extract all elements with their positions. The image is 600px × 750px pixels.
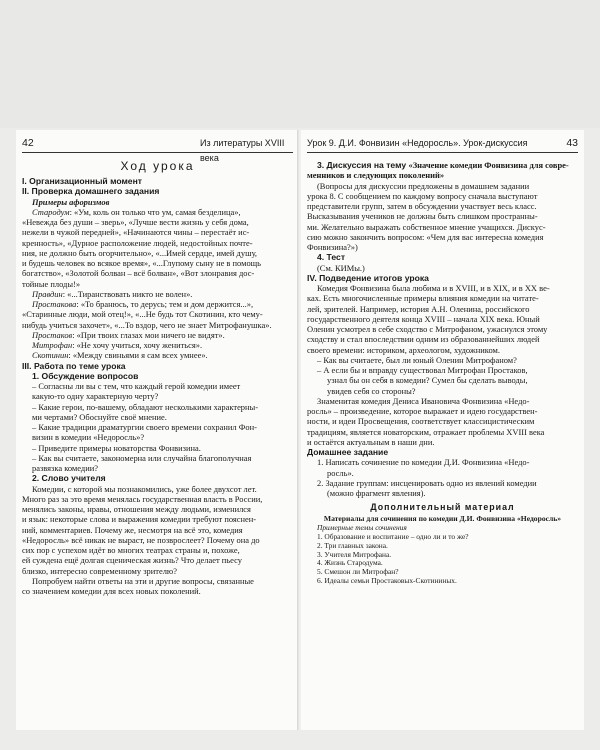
question-line: ми чертами? Обоснуйте своё мнение. [32, 411, 167, 422]
teacher-text-line: менялись законы, нравы, отношения между людьми, изменился [22, 504, 251, 514]
right-page-number: 43 [566, 137, 578, 149]
speaker-pravdin: Правдин [32, 288, 63, 299]
summary-question-line: увидев себя со стороны? [327, 385, 416, 396]
topic-item: 6. Идеалы семьи Простаковых-Скотининых. [317, 576, 457, 586]
summary-text-line: своего времени: историком, археологом, художником. [307, 344, 500, 355]
topic-item: 4. Жизнь Стародума. [317, 558, 383, 568]
quote-starodum-3: нежели в чужой передней», «Начинаются чины – перестаёт ис- [22, 227, 250, 238]
homework-item: 2. Задание группам: инсценировать одно из явлений комедии [317, 477, 537, 488]
quote-starodum-5: ния, не должно быть огорчительно», «...Имей сердце, имей душу, [22, 247, 258, 258]
teacher-text-line: сих пор с успехом идёт во многих театрах страны и, похоже, [22, 545, 240, 555]
left-page-number: 42 [22, 137, 34, 149]
right-page [301, 130, 584, 730]
extra-material-heading: Дополнительный материал [370, 502, 515, 513]
question-line: визин в комедии «Недоросль»? [32, 432, 145, 443]
discussion-text-line: Высказывания учеников не должны быть слишком пространны- [307, 211, 538, 222]
subsection-discussion-topic-cont: менников и следующих поколений» [307, 170, 445, 181]
homework-item: росль». [327, 467, 354, 478]
topics-heading: Примерные темы сочинения [317, 522, 407, 532]
summary-question-line: – Как вы считаете, был ли юный Оленин Митрофаном? [317, 354, 517, 365]
section-organizational: I. Организационный момент [22, 176, 142, 186]
quote-starodum-2: «Невежда без души – зверь», «Лучше вести жизнь у себя дома, [22, 217, 249, 227]
teacher-text-line: близко, интересно современному зрителю? [22, 565, 177, 576]
examples-heading: Примеры афоризмов [32, 196, 110, 207]
discussion-text-line: (Вопросы для дискуссии предложены в домашнем задании [317, 180, 530, 191]
teacher-text-line: Попробуем найти ответы на эти и другие вопросы, связанные [32, 575, 254, 586]
extra-material-subheading: Материалы для сочинения по комедии Д.И. Фонвизина «Недоросль» [323, 514, 562, 524]
speaker-skotinin: Скотинин [32, 350, 69, 361]
quote-prostakova-1: Простакова: «То бранюсь, то дерусь; тем и дом держится...», [32, 299, 254, 309]
quote-prostakova-2: «Старинные люди, мой отец!», «...Не будь тот Скотинин, кто чему- [22, 309, 263, 320]
homework-item: (можно фрагмент явления). [327, 488, 426, 498]
right-page-body [307, 160, 578, 586]
summary-text-line: Оленин усмотрел в себе сходство с Митрофаном, ужаснулся этому [307, 324, 548, 334]
summary-text-line: государственного деятеля конца XVIII – начала XIX века. Юный [307, 313, 540, 324]
discussion-text-line: Фонвизина?») [307, 242, 358, 252]
quote-skotinin: Скотинин: «Между свиньями я сам всех умнее». [32, 350, 208, 361]
question-line: – Приведите примеры новаторства Фонвизина. [32, 442, 201, 453]
teacher-text-line: ей суждена ещё долгая сценическая жизнь? Что делает пьесу [22, 555, 242, 566]
question-line: развязка комедии? [32, 463, 98, 473]
teacher-text-line: «Недоросль» всё никак не выраст, не позврослеет? Почему она до [22, 534, 260, 545]
quote-mitrofan: Митрофан: «Не хочу учиться, хочу жениться». [32, 340, 203, 350]
speaker-mitrofan: Митрофан [32, 340, 73, 350]
quote-starodum-6: и будешь человек во всякое время», «...Глупому сыну не в помощь [22, 258, 262, 268]
summary-text-line: Комедия Фонвизина была любима и в XVIII, и в XIX, и в XX ве- [317, 283, 550, 293]
right-running-header [307, 136, 578, 153]
conclusion-text-line: традициям, является новаторским, отражает проблемы XVIII века [307, 426, 545, 437]
lesson-title: Ход урока [120, 159, 195, 173]
subsection-discussion-questions: 1. Обсуждение вопросов [32, 370, 139, 381]
subsection-teacher-word: 2. Слово учителя [32, 473, 106, 484]
quote-starodum-8: тойные плоды!» [22, 278, 81, 289]
question-line: – Согласны ли вы с тем, что каждый герой комедии имеет [32, 381, 241, 391]
topic-item: 2. Три главных закона. [317, 540, 388, 550]
quote-prostakova-3: нибудь учиться захочет», «...То вздор, чего не знает Митрофанушка». [22, 319, 272, 330]
conclusion-text-line: Знаменитая комедия Дениса Ивановича Фонвизина «Недо- [317, 395, 530, 406]
summary-question-line: – А если бы и вправду существовал Митрофан Простаков, [317, 365, 528, 375]
conclusion-text-line: и остаётся актуальным в наши дни. [307, 436, 435, 447]
question-line: – Как вы считаете, закономерна или случайна благополучная [32, 452, 252, 463]
summary-text-line: лей, зрителей. Например, история А.Н. Оленина, российского [307, 303, 530, 314]
quote-starodum-7: богатство», «Золотой болван – всё болван», «Вот злонравия дос- [22, 268, 255, 279]
left-page [16, 130, 299, 730]
left-running-header [22, 136, 293, 163]
teacher-text-line: Много раз за это время менялась государственная власть в России, [22, 493, 263, 504]
speaker-prostakov: Простаков [32, 329, 73, 340]
summary-text-line: сходству и стал впоследствии одним из образованнейших людей [307, 334, 540, 345]
homework-heading: Домашнее задание [307, 447, 389, 457]
speaker-starodum: Стародум [32, 206, 70, 217]
discussion-text-line: урока 8. С сообщением по каждому вопросу сначала выступают [307, 190, 538, 201]
quote-starodum-1: Стародум: «Ум, коль он только что ум, самая безделица», [32, 206, 241, 217]
section-homework-check: II. Проверка домашнего задания [22, 186, 160, 197]
topic-item: 3. Учителя Митрофана. [317, 549, 392, 559]
right-running-title: Урок 9. Д.И. Фонвизин «Недоросль». Урок-дискуссия [307, 138, 528, 148]
teacher-text-line: со значением комедии для всех новых поколений. [22, 586, 201, 596]
left-running-title: Из литературы XVIII века [200, 138, 285, 163]
conclusion-text-line: росль» – произведение, которое выражает и идею государствен- [307, 406, 538, 416]
teacher-text-line: Комедии, с которой мы познакомились, уже более двухсот лет. [32, 483, 257, 494]
subsection-test: 4. Тест [317, 252, 346, 263]
test-note: (См. КИМы.) [317, 262, 365, 273]
question-line: – Какие традиции драматургии своего времени сохранил Фон- [32, 422, 257, 432]
topic-item: 5. Смешон ли Митрофан? [317, 567, 399, 577]
quote-pravdin: Правдин: «...Тиранствовать никто не волен». [32, 288, 193, 299]
discussion-text-line: представители групп, затем в обсуждении участвует весь класс. [307, 201, 537, 211]
question-line: какую-то одну характерную черту? [32, 391, 159, 402]
conclusion-text-line: ности, и идеи Просвещения, соответствует классицистическим [307, 416, 535, 427]
teacher-text-line: ний, комментариев. Почему же, несмотря на всё это, комедия [22, 524, 243, 535]
summary-text-line: ках. Есть многочисленные примеры влияния комедии на читате- [307, 293, 539, 304]
discussion-text-line: ми. Желательно выражать собственное мнение учащихся. Дискус- [307, 221, 546, 232]
summary-question-line: узнал бы он себя в комедии? Сумел бы сделать выводы, [327, 375, 528, 386]
left-page-body [22, 160, 293, 596]
speaker-prostakova: Простакова [32, 299, 77, 309]
teacher-text-line: и язык: некоторые слова и выражения комедии требуют пояснен- [22, 514, 257, 525]
subsection-discussion-topic: 3. Дискуссия на тему «Значение комедии Фонвизина для совре- [317, 160, 569, 170]
question-line: – Какие герои, по-вашему, обладают несколькими характерны- [32, 401, 259, 412]
topic-item: 1. Образование и воспитание – одно ли и то же? [317, 531, 469, 541]
quote-prostakov: Простаков: «При твоих глазах мои ничего не видят». [32, 329, 225, 340]
quote-starodum-4: кренность», «Дурное расположение людей, недостойных почте- [22, 237, 253, 248]
section-lesson-summary: IV. Подведение итогов урока [307, 272, 429, 283]
background-strip [0, 0, 600, 128]
discussion-text-line: сию можно закончить вопросом: «Чем для вас интересна комедия [307, 231, 544, 242]
section-lesson-work: III. Работа по теме урока [22, 360, 126, 371]
homework-item: 1. Написать сочинение по комедии Д.И. Фонвизина «Недо- [317, 457, 530, 468]
